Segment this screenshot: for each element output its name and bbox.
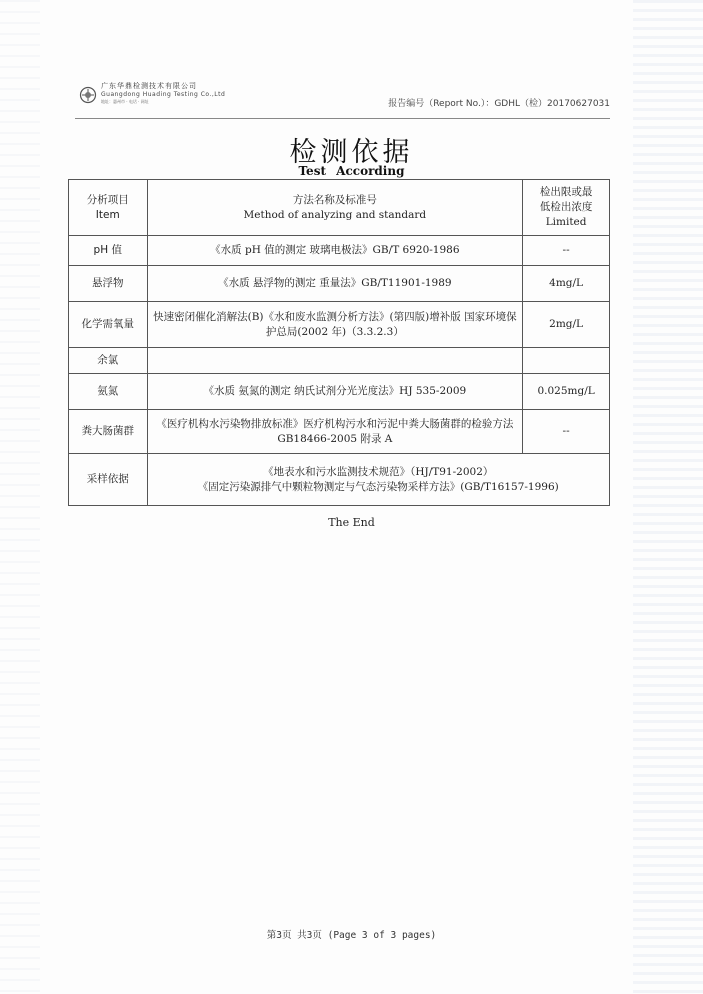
company-logo-icon [79, 86, 97, 104]
row-method: 《水质 氨氮的测定 纳氏试剂分光光度法》HJ 535-2009 [147, 374, 523, 410]
table-header-row [69, 180, 610, 236]
row-item: 化学需氧量 [69, 302, 148, 348]
row-item: 余氯 [69, 348, 148, 374]
page-footer: 第3页 共3页 (Page 3 of 3 pages) [266, 930, 437, 941]
page-title-en: Test According [298, 164, 405, 178]
row-method: 《水质 悬浮物的测定 重量法》GB/T11901-1989 [147, 266, 523, 302]
row-limit [523, 348, 610, 374]
table-row [69, 348, 610, 374]
header-method-cn: 方法名称及标准号 [292, 193, 377, 206]
header-method-cell [147, 180, 523, 236]
sampling-method-line1: 《地表水和污水监测技术规范》（HJ/T91-2002） [263, 465, 494, 478]
header-limit-cell [523, 180, 610, 236]
row-item: pH 值 [69, 236, 148, 266]
header-item-cn: 分析项目 [86, 193, 129, 206]
table-row [69, 410, 610, 454]
row-limit: -- [523, 410, 610, 454]
table-row [69, 266, 610, 302]
row-limit: 0.025mg/L [523, 374, 610, 410]
header-item-cell [69, 180, 148, 236]
row-method [147, 348, 523, 374]
header-limit-en: Limited [545, 216, 587, 228]
table-row [69, 236, 610, 266]
header-method-en: Method of analyzing and standard [243, 208, 427, 221]
row-method: 《水质 pH 值的测定 玻璃电极法》GB/T 6920-1986 [147, 236, 523, 266]
header-item-en: Item [95, 208, 120, 221]
row-limit: 4mg/L [523, 266, 610, 302]
row-limit: -- [523, 236, 610, 266]
sampling-row [69, 454, 610, 506]
row-method: 快速密闭催化消解法(B)《水和废水监测分析方法》(第四版)增补版 国家环境保护总局(2002 年)（3.3.2.3） [147, 302, 523, 348]
row-limit: 2mg/L [523, 302, 610, 348]
report-number: 报告编号（Report No.）：GDHL（检）20170627031 [388, 99, 610, 109]
table-row [69, 302, 610, 348]
header-limit-cn2: 低检出浓度 [539, 201, 593, 213]
sampling-method-line2: 《固定污染源排气中颗粒物测定与气态污染物采样方法》(GB/T16157-1996) [197, 480, 559, 493]
sampling-item: 采样依据 [69, 454, 148, 506]
page-header [75, 80, 610, 118]
row-method: 《医疗机构水污染物排放标准》医疗机构污水和污泥中粪大肠菌群的检验方法 GB18466-2005 附录 A [147, 410, 523, 454]
company-name-cn: 广东华鼎检测技术有限公司 [101, 82, 197, 90]
row-item: 氨氮 [69, 374, 148, 410]
sampling-method-cell [147, 454, 610, 506]
test-basis-table [68, 179, 610, 506]
header-divider [75, 118, 610, 119]
table-row [69, 374, 610, 410]
company-info [101, 82, 261, 105]
page-title-cn: 检测依据 [289, 137, 414, 168]
company-name-en: Guangdong Huading Testing Co.,Ltd [101, 91, 226, 98]
header-limit-cn1: 检出限或最 [539, 186, 593, 198]
row-item: 粪大肠菌群 [69, 410, 148, 454]
the-end-text: The End [328, 516, 375, 529]
row-item: 悬浮物 [69, 266, 148, 302]
company-contact: 地址：惠州市 · 电话 · 网址 [101, 99, 149, 104]
